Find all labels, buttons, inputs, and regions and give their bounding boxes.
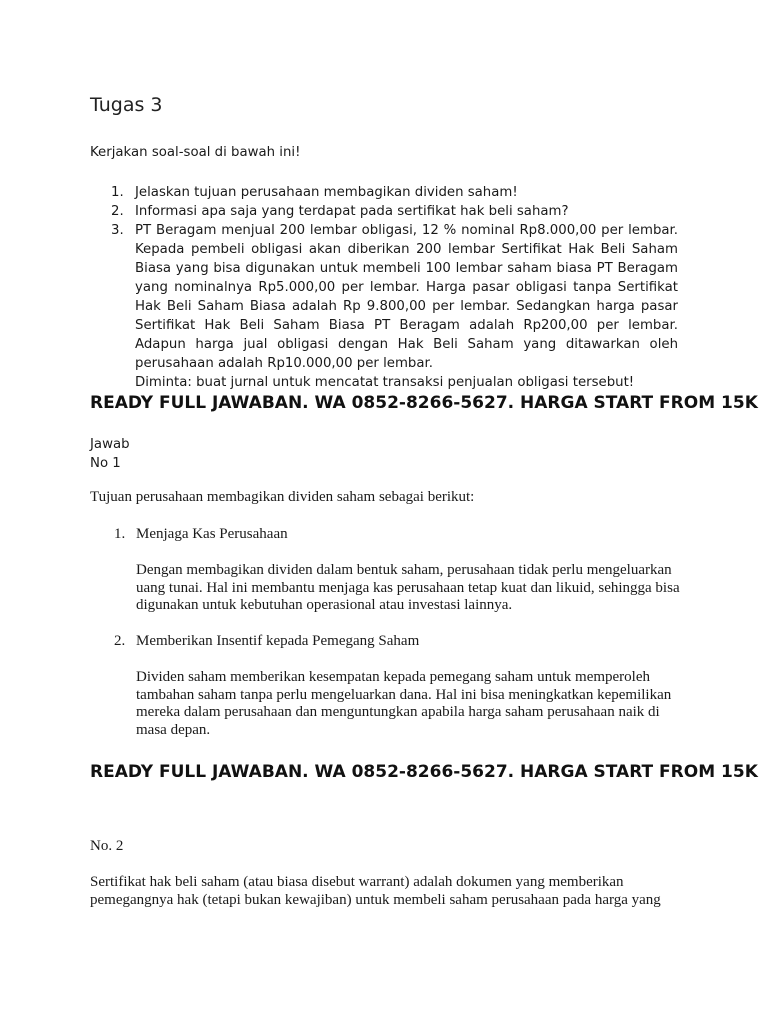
answer-number-label: No 1 <box>90 456 121 471</box>
list-item <box>90 183 678 202</box>
question-text: Informasi apa saja yang terdapat pada sertifikat hak beli saham? <box>135 204 569 219</box>
point-heading: Menjaga Kas Perusahaan <box>136 526 288 542</box>
answer-heading <box>90 435 130 473</box>
point-body: Dengan membagikan dividen dalam bentuk saham, perusahaan tidak perlu mengeluarkan uang tunai. Hal ini membantu menjaga kas perusahaan tetap kuat dan likuid, sehingga bisa digunakan untuk kebutuhan operasional atau investasi lainnya. <box>136 562 680 613</box>
question-text: PT Beragam menjual 200 lembar obligasi, 12 % nominal Rp8.000,00 per lembar. Kepada pembeli obligasi akan diberikan 200 lembar Sertifikat Hak Beli Saham Biasa yang bisa digunakan untuk membeli 100 lembar saham biasa PT Beragam yang nominalnya Rp5.000,00 per lembar. Harga pasar obligasi tanpa Sertifikat Hak Beli Saham Biasa adalah Rp 9.800,00 per lembar. Sedangkan harga pasar Sertifikat Hak Beli Saham Biasa PT Beragam adalah Rp200,00 per lembar. Adapun harga jual obligasi dengan Hak Beli Saham yang ditawarkan oleh perusahaan adalah Rp10.000,00 per lembar. <box>135 223 678 371</box>
page-title: Tugas 3 <box>90 94 163 116</box>
list-item <box>90 221 678 392</box>
answer-text: Sertifikat hak beli saham (atau biasa disebut warrant) adalah dokumen yang memberikan pemegangnya hak (tetapi bukan kewajiban) untuk membeli saham perusahaan pada harga yang <box>90 874 661 908</box>
instructions-text: Kerjakan soal-soal di bawah ini! <box>90 145 301 160</box>
promo-banner: READY FULL JAWABAN. WA 0852-8266-5627. HARGA START FROM 15K <box>90 393 758 413</box>
question-instruction: Diminta: buat jurnal untuk mencatat transaksi penjualan obligasi tersebut! <box>135 375 635 390</box>
point-body: Dividen saham memberikan kesempatan kepada pemegang saham untuk memperoleh tambahan saham tanpa perlu mengeluarkan dana. Hal ini bisa meningkatkan kepemilikan mereka dalam perusahaan dan menguntungkan apabila harga saham perusahaan naik di masa depan. <box>136 669 672 738</box>
list-number: 2. <box>114 633 126 649</box>
answer-number-label: No. 2 <box>90 838 124 854</box>
list-number: 2. <box>111 204 124 219</box>
point-heading: Memberikan Insentif kepada Pemegang Saham <box>136 633 420 649</box>
list-number: 3. <box>111 223 124 238</box>
list-number: 1. <box>111 185 124 200</box>
answer-intro: Tujuan perusahaan membagikan dividen saham sebagai berikut: <box>90 489 475 505</box>
question-text: Jelaskan tujuan perusahaan membagikan dividen saham! <box>135 185 518 200</box>
promo-banner: READY FULL JAWABAN. WA 0852-8266-5627. HARGA START FROM 15K <box>90 762 758 782</box>
answer-label: Jawab <box>90 437 130 452</box>
list-item <box>90 202 678 221</box>
question-list <box>90 183 678 392</box>
list-number: 1. <box>114 526 126 542</box>
